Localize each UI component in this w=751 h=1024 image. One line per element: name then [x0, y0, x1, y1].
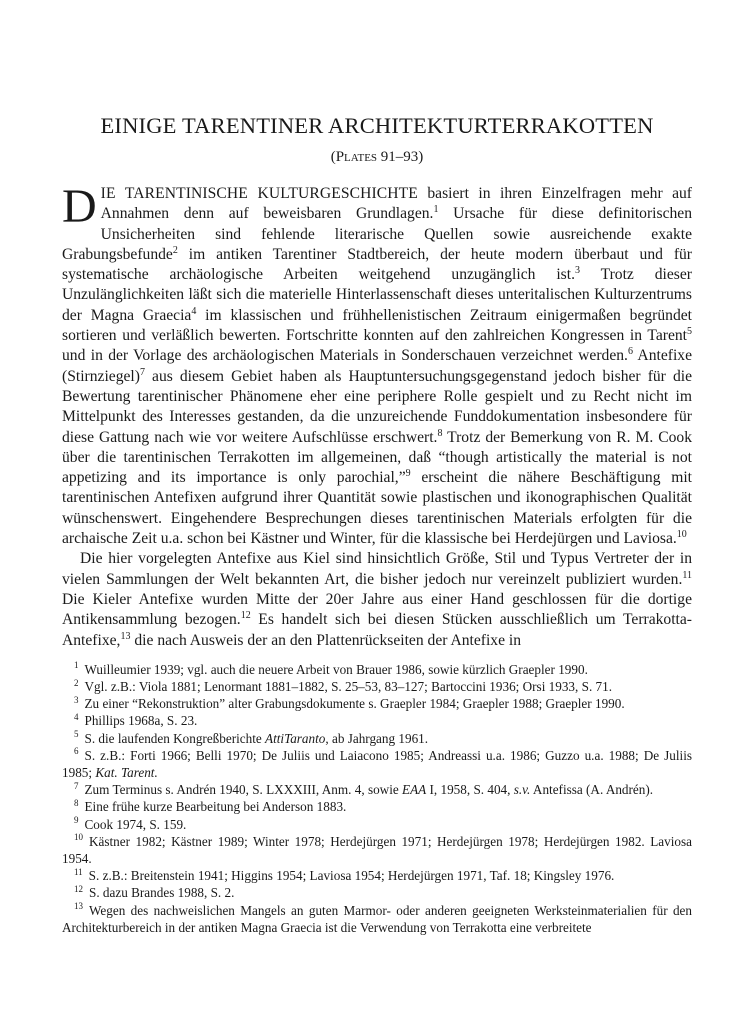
- footnote: $^9$ Cook 1974, S. 159.: [74, 815, 187, 832]
- article-subtitle: (Plates 91–93): [330, 149, 424, 165]
- footnote-ref[interactable]: 11: [682, 569, 692, 581]
- footnote-ref[interactable]: 12: [240, 610, 251, 622]
- footnote: $^{12}$ S. dazu Brandes 1988, S. 2.: [74, 884, 235, 901]
- footnote: $^{13}$ Wegen des nachweislichen Mangels an guten Marmor- oder anderen geeigneten Werksteinmaterialien für den Architekturbereich in der antiken Magna Graecia ist die Verwendung von Terrakotta eine verbreitete: [62, 901, 692, 935]
- footnote: $^{10}$ Kästner 1982; Kästner 1989; Winter 1978; Herdejürgen 1971; Herdejürgen 1978; Herdejürgen 1982. Laviosa 1954.: [62, 832, 692, 867]
- paragraph-2: Die hier vorgelegten Antefixe aus Kiel sind hinsichtlich Größe, Stil und Typus Vertreter der in vielen Sammlungen der Welt bekannten Art, die bisher jedoch nur vereinzelt publiziert wurden.$^{11}$ Die Kieler Antefixe wurden Mitte der 20er Jahre aus einer Hand geschlossen für die dortige Antikensammlung bezogen.$^{12}$ Es handelt sich bei diesen Stücken ausschließlich um Terrakotta-Antefixe,$^{13}$ die nach Ausweis der an den Plattenrückseiten der Antefixe in: [62, 550, 692, 649]
- footnote-ref[interactable]: 4: [191, 305, 197, 317]
- footnote: $^2$ Vgl. z.B.: Viola 1881; Lenormant 1881–1882, S. 25–53, 83–127; Bartoccini 1936; Orsi 1933, S. 71.: [74, 677, 613, 695]
- footnote: $^4$ Phillips 1968a, S. 23.: [74, 712, 198, 729]
- footnote: $^{11}$ S. z.B.: Breitenstein 1941; Higgins 1954; Laviosa 1954; Herdejürgen 1971, Taf. 18; Kingsley 1976.: [74, 866, 615, 884]
- footnote-ref[interactable]: 2: [172, 244, 178, 256]
- footnote: $^5$ S. die laufenden Kongreßberichte AttiTaranto, ab Jahrgang 1961.: [74, 729, 429, 746]
- footnote-ref[interactable]: 3: [574, 265, 580, 276]
- footnote: $^1$ Wuilleumier 1939; vgl. auch die neuere Arbeit von Brauer 1986, sowie kürzlich Graepler 1990.: [74, 660, 588, 677]
- footnote: $^8$ Eine frühe kurze Bearbeitung bei Anderson 1883.: [74, 798, 347, 815]
- footnote-ref[interactable]: 7: [139, 366, 145, 378]
- article-body: [62, 180, 693, 651]
- drop-cap: D: [62, 180, 97, 233]
- footnote: $^7$ Zum Terminus s. Andrén 1940, S. LXXXIII, Anm. 4, sowie EAA I, 1958, S. 404, s.v. Antefissa (A. Andrén).: [74, 780, 654, 798]
- paragraph-1: DIE TARENTINISCHE KULTURGESCHICHTE basiert in ihren Einzelfragen mehr auf Annahmen denn auf beweisbaren Grundlagen.$^1$ Ursache für diese definitorischen Unsicherheiten sind fehlende literarische Quellen sowie ausreichende exakte Grabungsbefunde$^2$ im antiken Tarentiner Stadtbereich, der heute modern überbaut und für systematische archäologische Arbeiten weitgehend unzugänglich ist.$^3$ Trotz dieser Unzulänglichkeiten läßt sich die materielle Hinterlassenschaft dieses unteritalischen Kulturzentrums der Magna Graecia$^4$ im klassischen und frühhellenistischen Zeitraum einigermaßen begründet sortieren und verläßlich bewerten. Fortschritte konnten auf den zahlreichen Kongressen in Tarent$^5$ und in der Vorlage des archäologischen Materials in Sonderschauen verzeichnet werden.$^6$ Antefixe (Stirnziegel)$^7$ aus diesem Gebiet haben als Hauptuntersuchungsgegenstand jedoch bisher für die Bewertung tarentinischer Phänomene eher eine periphere Rolle gespielt und zu Recht nicht im Mittelpunkt des Interesses gestanden, da die unzureichende Funddokumentation insbesondere für diese Gattung nach wie vor weitere Aufschlüsse erschwert.$^8$ Trotz der Bemerkung von R. M. Cook über die tarentinischen Terrakotten im allgemeinen, daß “though artistically the material is not appetizing and its importance is only parochial,”$^9$ erscheint die nähere Beschäftigung mit tarentinischen Antefixen aufgrund ihrer Quantität sowie plastischen und ikonographischen Qualität wünschenswert. Eingehendere Besprechungen dieses tarentinischen Materials erfolgten für die archaische Zeit u.a. schon bei Kästner und Winter, für die klassische bei Herdejürgen und Laviosa.$^{10}$: [62, 180, 693, 548]
- footnote-ref[interactable]: 5: [687, 325, 692, 337]
- footnote-ref[interactable]: 8: [437, 427, 443, 439]
- footnote-ref[interactable]: 9: [405, 467, 411, 479]
- footnotes: [62, 661, 692, 936]
- footnote-ref[interactable]: 10: [676, 528, 687, 540]
- page: [62, 112, 692, 936]
- footnote: $^6$ S. z.B.: Forti 1966; Belli 1970; De Juliis und Laiacono 1985; Andreassi u.a. 1986; Guzzo u.a. 1988; De Juliis 1985; Kat. Tarent.: [62, 746, 692, 781]
- article-title: EINIGE TARENTINER ARCHITEKTURTERRAKOTTEN: [100, 113, 654, 138]
- footnote-ref[interactable]: 13: [120, 630, 131, 642]
- lead-in: IE TARENTINISCHE KULTURGESCHICHTE: [100, 185, 418, 202]
- footnote: $^3$ Zu einer “Rekonstruktion” alter Grabungsdokumente s. Graepler 1984; Graepler 1988; Graepler 1990.: [74, 694, 625, 712]
- footnote-ref[interactable]: 6: [627, 346, 633, 358]
- footnote-ref[interactable]: 1: [433, 204, 439, 216]
